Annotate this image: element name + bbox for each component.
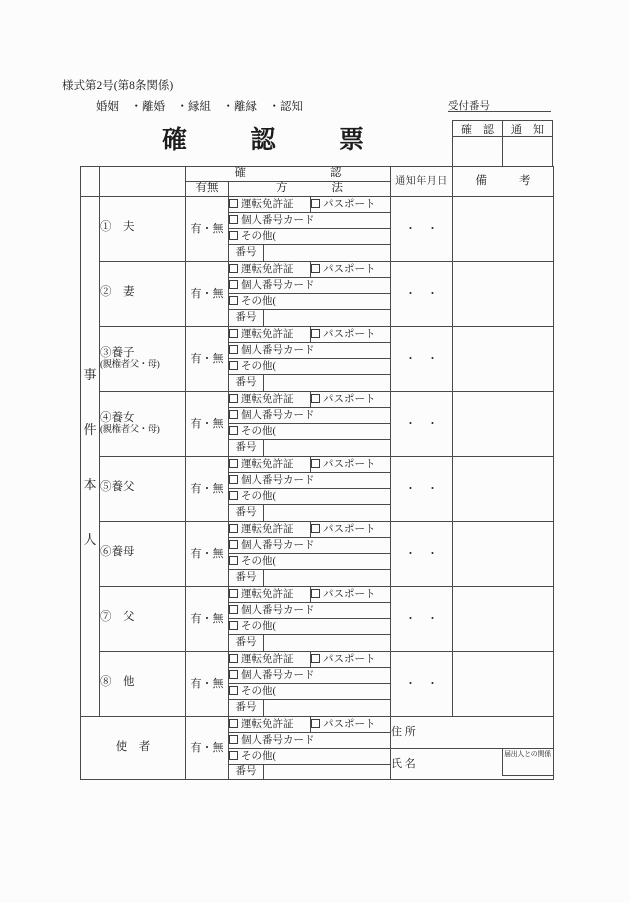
my-number-card-checkbox[interactable] <box>229 280 238 289</box>
option-my-number-card: 個人番号カード <box>229 343 391 359</box>
drivers-license-checkbox[interactable] <box>229 719 238 728</box>
option-other: その他( <box>229 489 391 505</box>
my-number-card-checkbox[interactable] <box>229 410 238 419</box>
option-my-number-card: 個人番号カード <box>229 213 391 229</box>
person-row-label: ③養子 (親権者父・母) <box>100 327 186 392</box>
number-label: 番号 <box>229 245 264 262</box>
my-number-card-checkbox[interactable] <box>229 735 238 744</box>
presence-selector[interactable]: 有・無 <box>186 457 229 522</box>
address-label: 住 所 <box>391 726 416 738</box>
option-my-number-card: 個人番号カード <box>229 733 391 749</box>
option-drivers-license: 運転免許証 <box>229 652 311 668</box>
person-row-label: ② 妻 <box>100 262 186 327</box>
option-drivers-license: 運転免許証 <box>229 392 311 408</box>
passport-checkbox[interactable] <box>311 199 320 208</box>
stamp-confirm-header: 確 認 <box>453 121 503 137</box>
other-checkbox[interactable] <box>229 426 238 435</box>
confirmation-table <box>80 166 554 780</box>
presence-selector[interactable]: 有・無 <box>186 327 229 392</box>
number-field[interactable] <box>264 765 391 780</box>
option-passport: パスポート <box>311 327 391 343</box>
title-char: 確 <box>162 127 188 154</box>
stamp-notify-field[interactable] <box>503 137 552 166</box>
notice-date-cell[interactable]: ・ ・ <box>391 197 453 262</box>
option-other: その他( <box>229 424 391 440</box>
person-row-label: ① 夫 <box>100 197 186 262</box>
number-label: 番号 <box>229 700 264 717</box>
option-passport: パスポート <box>311 262 391 278</box>
notice-date-cell[interactable]: ・ ・ <box>391 587 453 652</box>
option-my-number-card: 個人番号カード <box>229 473 391 489</box>
option-passport: パスポート <box>311 457 391 473</box>
option-my-number-card: 個人番号カード <box>229 278 391 294</box>
option-other: その他( <box>229 229 391 245</box>
person-row-label: ⑥養母 <box>100 522 186 587</box>
presence-selector[interactable]: 有・無 <box>186 392 229 457</box>
option-other: その他( <box>229 554 391 570</box>
drivers-license-checkbox[interactable] <box>229 264 238 273</box>
messenger-address-field[interactable] <box>391 717 554 749</box>
reception-number-label: 受付番号 <box>448 101 490 112</box>
option-other: その他( <box>229 619 391 635</box>
method-header: 方 法 <box>229 182 391 197</box>
my-number-card-checkbox[interactable] <box>229 670 238 679</box>
option-passport: パスポート <box>311 587 391 603</box>
passport-checkbox[interactable] <box>311 589 320 598</box>
number-label: 番号 <box>229 570 264 587</box>
presence-selector[interactable]: 有・無 <box>186 522 229 587</box>
number-field[interactable] <box>264 505 391 522</box>
passport-checkbox[interactable] <box>311 524 320 533</box>
notice-date-header: 通知年月日 <box>391 167 453 197</box>
case-person-vertical-label: 事 件 本 人 <box>81 197 100 717</box>
title-char: 認 <box>250 127 276 154</box>
number-field[interactable] <box>264 635 391 652</box>
presence-selector[interactable]: 有・無 <box>186 587 229 652</box>
stamp-confirm-field[interactable] <box>453 137 503 166</box>
messenger-label: 使 者 <box>81 717 186 780</box>
option-drivers-license: 運転免許証 <box>229 717 311 733</box>
stamp-notify-header: 通 知 <box>503 121 552 137</box>
passport-checkbox[interactable] <box>311 719 320 728</box>
number-label: 番号 <box>229 440 264 457</box>
passport-checkbox[interactable] <box>311 394 320 403</box>
option-drivers-license: 運転免許証 <box>229 587 311 603</box>
title-char: 票 <box>338 127 364 154</box>
form-number: 様式第2号(第8条関係) <box>62 80 174 92</box>
option-passport: パスポート <box>311 717 391 733</box>
option-my-number-card: 個人番号カード <box>229 408 391 424</box>
drivers-license-checkbox[interactable] <box>229 199 238 208</box>
other-checkbox[interactable] <box>229 751 238 760</box>
remarks-cell[interactable] <box>453 392 554 457</box>
number-field[interactable] <box>264 700 391 717</box>
drivers-license-checkbox[interactable] <box>229 329 238 338</box>
drivers-license-checkbox[interactable] <box>229 459 238 468</box>
corner-cell-2 <box>100 167 186 197</box>
person-row-label: ⑧ 他 <box>100 652 186 717</box>
person-row-label: ④養女 (親権者父・母) <box>100 392 186 457</box>
passport-checkbox[interactable] <box>311 654 320 663</box>
option-other: その他( <box>229 684 391 700</box>
my-number-card-checkbox[interactable] <box>229 345 238 354</box>
number-label: 番号 <box>229 375 264 392</box>
passport-checkbox[interactable] <box>311 459 320 468</box>
option-my-number-card: 個人番号カード <box>229 603 391 619</box>
number-field[interactable] <box>264 440 391 457</box>
remarks-cell[interactable] <box>453 587 554 652</box>
other-checkbox[interactable] <box>229 361 238 370</box>
presence-header: 有無 <box>186 182 229 197</box>
remarks-header: 備 考 <box>453 167 554 197</box>
presence-selector[interactable]: 有・無 <box>186 197 229 262</box>
notice-date-cell[interactable]: ・ ・ <box>391 392 453 457</box>
option-drivers-license: 運転免許証 <box>229 457 311 473</box>
option-passport: パスポート <box>311 522 391 538</box>
remarks-cell[interactable] <box>453 652 554 717</box>
drivers-license-checkbox[interactable] <box>229 524 238 533</box>
presence-selector[interactable]: 有・無 <box>186 262 229 327</box>
other-checkbox[interactable] <box>229 231 238 240</box>
other-checkbox[interactable] <box>229 491 238 500</box>
relation-to-notifier-field[interactable]: 届出人との関係 <box>502 749 554 776</box>
case-type-options: 婚姻 ・離婚 ・縁組 ・離縁 ・認知 <box>96 101 303 113</box>
number-field[interactable] <box>264 310 391 327</box>
corner-cell-1 <box>81 167 100 197</box>
stamp-box <box>452 120 553 167</box>
drivers-license-checkbox[interactable] <box>229 394 238 403</box>
other-checkbox[interactable] <box>229 621 238 630</box>
passport-checkbox[interactable] <box>311 264 320 273</box>
remarks-cell[interactable] <box>453 457 554 522</box>
presence-selector[interactable]: 有・無 <box>186 717 229 780</box>
notice-date-cell[interactable]: ・ ・ <box>391 262 453 327</box>
passport-checkbox[interactable] <box>311 329 320 338</box>
option-drivers-license: 運転免許証 <box>229 522 311 538</box>
option-drivers-license: 運転免許証 <box>229 327 311 343</box>
drivers-license-checkbox[interactable] <box>229 589 238 598</box>
number-label: 番号 <box>229 310 264 327</box>
option-drivers-license: 運転免許証 <box>229 197 311 213</box>
person-row-label: ⑦ 父 <box>100 587 186 652</box>
number-label: 番号 <box>229 505 264 522</box>
page-title <box>162 127 364 155</box>
remarks-cell[interactable] <box>453 522 554 587</box>
option-my-number-card: 個人番号カード <box>229 538 391 554</box>
notice-date-cell[interactable]: ・ ・ <box>391 327 453 392</box>
option-other: その他( <box>229 749 391 765</box>
number-field[interactable] <box>264 375 391 392</box>
notice-date-cell[interactable]: ・ ・ <box>391 457 453 522</box>
option-passport: パスポート <box>311 197 391 213</box>
messenger-name-field[interactable] <box>391 749 554 780</box>
my-number-card-checkbox[interactable] <box>229 475 238 484</box>
person-row-label: ⑤養父 <box>100 457 186 522</box>
other-checkbox[interactable] <box>229 296 238 305</box>
option-drivers-license: 運転免許証 <box>229 262 311 278</box>
number-field[interactable] <box>264 245 391 262</box>
reception-number-field[interactable] <box>448 111 551 112</box>
name-label: 氏 名 <box>391 757 416 770</box>
my-number-card-checkbox[interactable] <box>229 605 238 614</box>
remarks-cell[interactable] <box>453 197 554 262</box>
option-my-number-card: 個人番号カード <box>229 668 391 684</box>
option-other: その他( <box>229 294 391 310</box>
number-field[interactable] <box>264 570 391 587</box>
other-checkbox[interactable] <box>229 686 238 695</box>
remarks-cell[interactable] <box>453 327 554 392</box>
drivers-license-checkbox[interactable] <box>229 654 238 663</box>
confirmation-header: 確 認 <box>186 167 391 182</box>
my-number-card-checkbox[interactable] <box>229 215 238 224</box>
other-checkbox[interactable] <box>229 556 238 565</box>
remarks-cell[interactable] <box>453 262 554 327</box>
option-passport: パスポート <box>311 652 391 668</box>
presence-selector[interactable]: 有・無 <box>186 652 229 717</box>
number-label: 番号 <box>229 765 264 780</box>
my-number-card-checkbox[interactable] <box>229 540 238 549</box>
option-other: その他( <box>229 359 391 375</box>
number-label: 番号 <box>229 635 264 652</box>
notice-date-cell[interactable]: ・ ・ <box>391 652 453 717</box>
notice-date-cell[interactable]: ・ ・ <box>391 522 453 587</box>
option-passport: パスポート <box>311 392 391 408</box>
